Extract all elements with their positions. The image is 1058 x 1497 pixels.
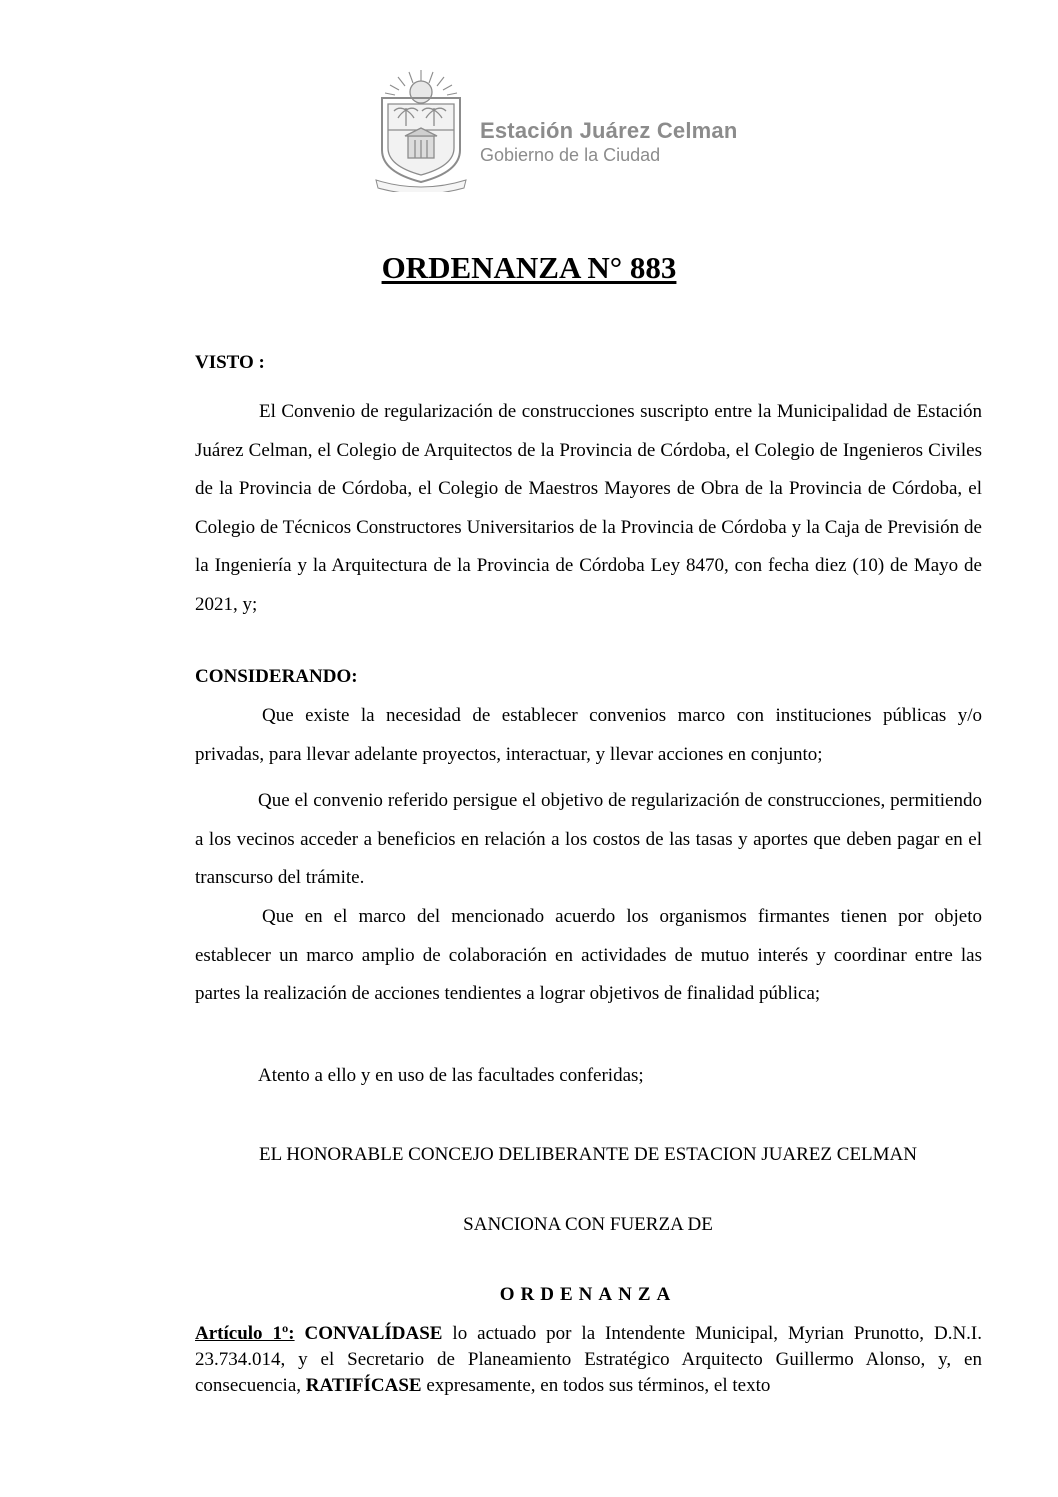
brand-name: Estación Juárez Celman [480, 118, 738, 143]
considerando-heading: CONSIDERANDO: [195, 666, 358, 687]
visto-heading: VISTO : [195, 352, 265, 373]
council-line: EL HONORABLE CONCEJO DELIBERANTE DE ESTACION JUAREZ CELMAN [259, 1144, 917, 1165]
brand-subtitle: Gobierno de la Ciudad [480, 145, 661, 165]
municipal-crest-icon [372, 68, 470, 192]
considerando-paragraph-1: Que existe la necesidad de establecer convenios marco con instituciones públicas y/o privadas, para llevar adelante proyectos, interactuar, y llevar acciones en conjunto; [195, 705, 982, 765]
articulo-1 [195, 1321, 982, 1399]
considerando-paragraph-3: Que en el marco del mencionado acuerdo los organismos firmantes tienen por objeto establecer un marco amplio de colaboración en actividades de mutuo interés y coordinar entre las partes la realización de acciones tendientes a lograr objetivos de finalidad pública; [195, 906, 982, 1004]
considerando-paragraph-2: Que el convenio referido persigue el objetivo de regularización de construcciones, permitiendo a los vecinos acceder a beneficios en relación a los costos de las tasas y aportes que deben pagar en el transcurso del trámite. [195, 790, 982, 888]
articulo-1-text-1: lo actuado por la Intendente Municipal, Myrian Prunotto, D.N.I. 23.734.014, y el Secretario de Planeamiento Estratégico Arquitecto Guillermo Alonso, y, en consecuencia, [195, 1323, 982, 1396]
document-title: ORDENANZA N° 883 [381, 250, 677, 285]
letterhead [372, 68, 772, 194]
sanciona-line: SANCIONA CON FUERZA DE [463, 1214, 713, 1235]
articulo-1-label: Artículo 1º: [195, 1323, 295, 1344]
articulo-1-verb-1: CONVALÍDASE [304, 1323, 443, 1344]
articulo-1-text-2: expresamente, en todos sus términos, el texto [421, 1375, 771, 1396]
considerando-paragraph-4: Atento a ello y en uso de las facultades conferidas; [258, 1065, 644, 1086]
visto-paragraph: El Convenio de regularización de construcciones suscripto entre la Municipalidad de Estación Juárez Celman, el Colegio de Arquitectos de la Provincia de Córdoba, el Colegio de Ingenieros Civiles de la Provincia de Córdoba, el Colegio de Maestros Mayores de Obra de la Provincia de Córdoba, el Colegio de Técnicos Constructores Universitarios de la Provincia de Córdoba y la Caja de Previsión de la Ingeniería y la Arquitectura de la Provincia de Córdoba Ley 8470, con fecha diez (10) de Mayo de 2021, y; [195, 401, 982, 615]
brand-block [480, 118, 738, 166]
ordenanza-label: ORDENANZA [499, 1284, 677, 1305]
articulo-1-verb-2: RATIFÍCASE [305, 1375, 422, 1396]
